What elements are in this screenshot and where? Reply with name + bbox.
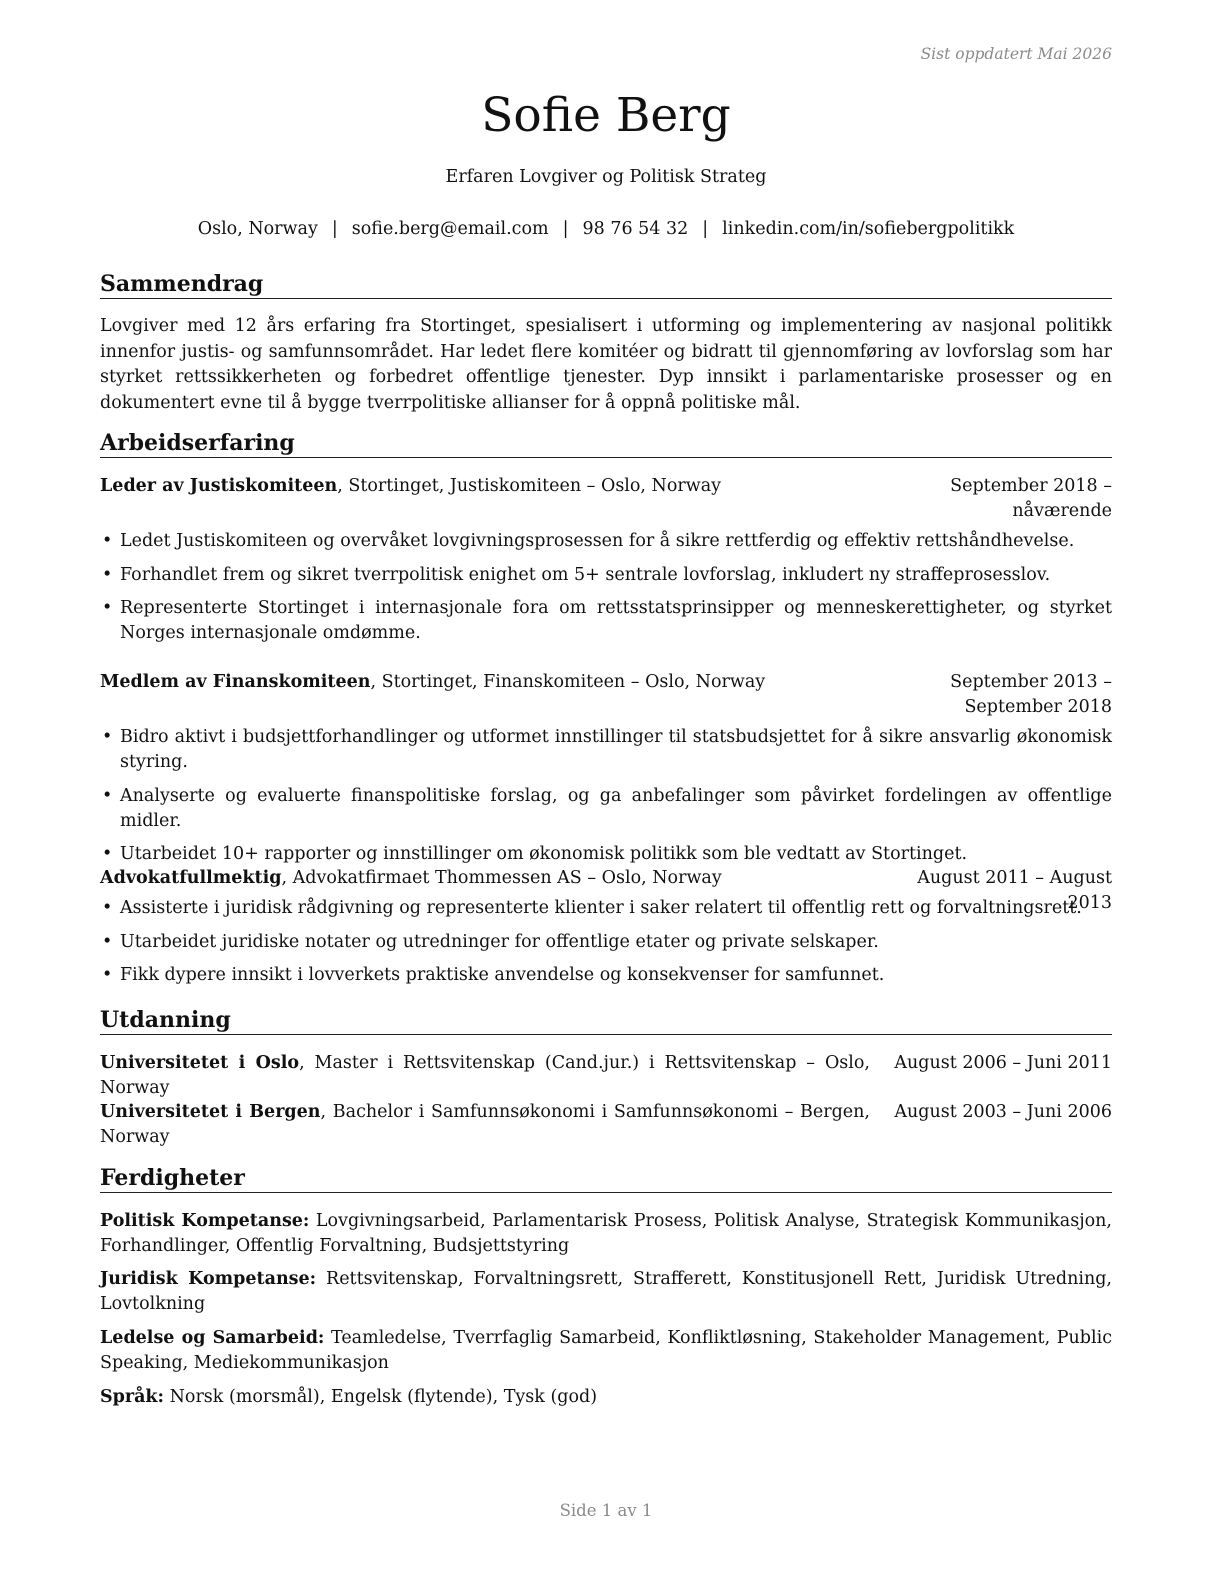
job-role: Advokatfullmektig xyxy=(100,868,282,888)
list-item: • Utarbeidet 10+ rapporter og innstillinger om økonomisk politikk som ble vedtatt av Stortinget. xyxy=(100,842,1112,867)
skill-label: Politisk Kompetanse: xyxy=(100,1211,310,1231)
job-dates: September 2013 – September 2018 xyxy=(950,672,1112,717)
list-item: • Analyserte og evaluerte finanspolitiske forslag, og ga anbefalinger som påvirket fordelingen av offentlige midler. xyxy=(100,784,1112,834)
education-item xyxy=(100,1100,1112,1150)
candidate-headline: Erfaren Lovgiver og Politisk Strateg xyxy=(445,167,767,187)
job-header xyxy=(100,474,1112,524)
skill-row xyxy=(100,1267,1112,1317)
job-bullets xyxy=(100,529,1112,655)
education-dates: August 2006 – Juni 2011 xyxy=(894,1053,1112,1073)
skill-label: Språk: xyxy=(100,1387,165,1407)
list-item: • Representerte Stortinget i internasjonale fora om rettsstatsprinsipper og menneskerettigheter, og styrket Norges internasjonale omdømme. xyxy=(100,596,1112,646)
contact-email[interactable]: sofie.berg@email.com xyxy=(351,219,549,239)
list-item: • Fikk dypere innsikt i lovverkets praktiske anvendelse og konsekvenser for samfunnet. xyxy=(100,963,1112,988)
job-org: , Advokatfirmaet Thommessen AS – Oslo, Norway xyxy=(281,868,722,888)
list-item: • Forhandlet frem og sikret tverrpolitisk enighet om 5+ sentrale lovforslag, inkludert ny straffeprosesslov. xyxy=(100,563,1112,588)
contact-separator: | xyxy=(702,219,709,239)
job-role: Medlem av Finanskomiteen xyxy=(100,672,371,692)
contact-separator: | xyxy=(562,219,569,239)
list-item: • Ledet Justiskomiteen og overvåket lovgivningsprosessen for å sikre rettferdig og effektiv rettshåndhevelse. xyxy=(100,529,1112,554)
skill-text: Norsk (morsmål), Engelsk (flytende), Tysk (god) xyxy=(164,1387,598,1407)
contact-location: Oslo, Norway xyxy=(197,219,318,239)
section-title-experience: Arbeidserfaring xyxy=(100,431,1112,458)
skill-label: Juridisk Kompetanse: xyxy=(100,1269,317,1289)
education-school: Universitetet i Oslo xyxy=(100,1053,300,1073)
skill-text: Lovgivningsarbeid, Parlamentarisk Prosess, Politisk Analyse, Strategisk Kommunikasjon, Forhandlinger, Offentlig Forvaltning, Budsjettstyring xyxy=(100,1211,1112,1256)
skill-row xyxy=(100,1326,1112,1376)
education-item xyxy=(100,1051,1112,1098)
contact-separator: | xyxy=(331,219,338,239)
skill-text: Rettsvitenskap, Forvaltningsrett, Strafferett, Konstitusjonell Rett, Juridisk Utredning, Lovtolkning xyxy=(100,1269,1112,1314)
resume-page xyxy=(100,0,1112,1584)
education-school: Universitetet i Bergen xyxy=(100,1102,321,1122)
contact-linkedin[interactable]: linkedin.com/in/sofiebergpolitikk xyxy=(722,219,1015,239)
contact-phone: 98 76 54 32 xyxy=(582,219,689,239)
section-title-education: Utdanning xyxy=(100,1008,1112,1035)
list-item: • Bidro aktivt i budsjettforhandlinger og utformet innstillinger til statsbudsjettet for å sikre ansvarlig økonomisk styring. xyxy=(100,725,1112,775)
job-bullets xyxy=(100,725,1112,876)
job-bullets xyxy=(100,896,1112,997)
skill-label: Ledelse og Samarbeid: xyxy=(100,1328,325,1348)
education-detail: , Bachelor i Samfunnsøkonomi i Samfunnsøkonomi – Bergen, Norway xyxy=(100,1102,870,1147)
job-dates: September 2018 – nåværende xyxy=(950,476,1112,521)
job-header xyxy=(100,670,1112,720)
list-item: • Utarbeidet juridiske notater og utredninger for offentlige etater og private selskaper. xyxy=(100,930,1112,955)
education-detail: , Master i Rettsvitenskap (Cand.jur.) i Rettsvitenskap – Oslo, Norway xyxy=(100,1053,870,1098)
page-number: Side 1 av 1 xyxy=(559,1501,653,1520)
section-title-summary: Sammendrag xyxy=(100,272,1112,299)
summary-text: Lovgiver med 12 års erfaring fra Stortinget, spesialisert i utforming og implementering av nasjonal politikk innenfor justis- og samfunnsområdet. Har ledet flere komitéer og bidratt til gjennomføring av lovforslag som har styrket rettssikkerheten og forbedret offentlige tjenester. Dyp innsikt i parlamentariske prosesser og en dokumentert evne til å bygge tverrpolitiske allianser for å oppnå politiske mål. xyxy=(100,316,1112,413)
job-role: Leder av Justiskomiteen xyxy=(100,476,338,496)
job-dates: August 2011 – August 2013 xyxy=(917,868,1112,913)
skill-text: Teamledelse, Tverrfaglig Samarbeid, Konfliktløsning, Stakeholder Management, Public Speaking, Mediekommunikasjon xyxy=(100,1328,1112,1373)
job-org: , Stortinget, Justiskomiteen – Oslo, Norway xyxy=(337,476,722,496)
section-title-skills: Ferdigheter xyxy=(100,1166,1112,1193)
skill-row xyxy=(100,1385,1112,1410)
education-dates: August 2003 – Juni 2006 xyxy=(894,1102,1112,1122)
list-item: • Assisterte i juridisk rådgivning og representerte klienter i saker relatert til offentlig rett og forvaltningsrett. xyxy=(100,896,1112,921)
last-updated: Sist oppdatert Mai 2026 xyxy=(920,45,1112,63)
skill-row xyxy=(100,1209,1112,1259)
candidate-name: Sofie Berg xyxy=(481,88,731,143)
job-org: , Stortinget, Finanskomiteen – Oslo, Norway xyxy=(370,672,766,692)
contact-line xyxy=(100,219,1112,239)
